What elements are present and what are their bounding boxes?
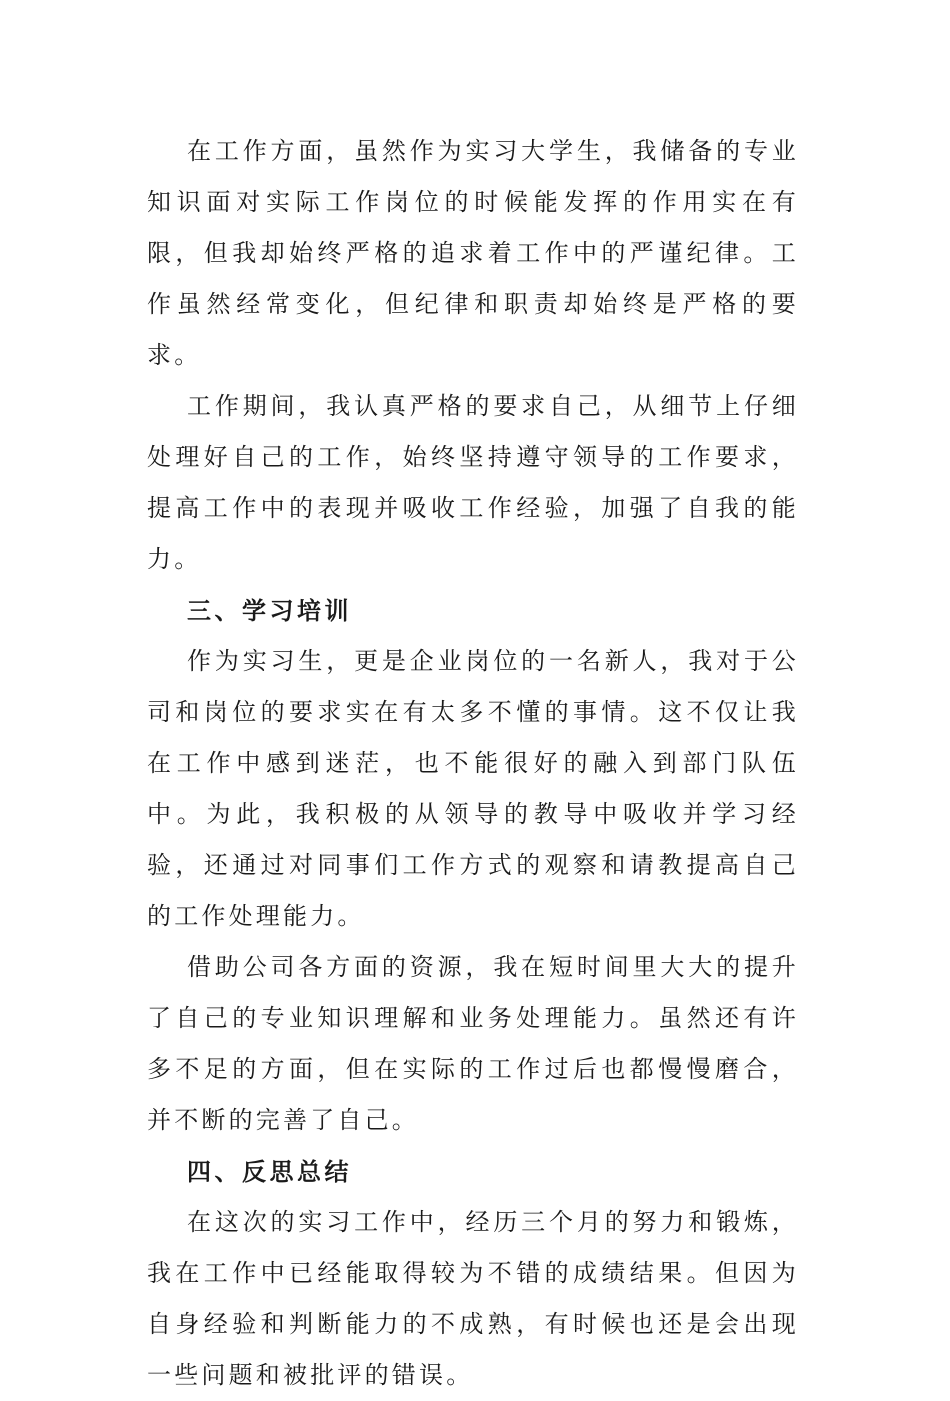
paragraph-as-intern: 作为实习生，更是企业岗位的一名新人，我对于公司和岗位的要求实在有太多不懂的事情。这不仅让我在工作中感到迷茫，也不能很好的融入到部门队伍中。为此，我积极的从领导的教导中吸收并学习经验，还通过对同事们工作方式的观察和请教提高自己的工作处理能力。 bbox=[147, 647, 799, 930]
paragraph-this-internship: 在这次的实习工作中，经历三个月的努力和锻炼，我在工作中已经能取得较为不错的成绩结果。但因为自身经验和判断能力的不成熟，有时候也还是会出现一些问题和被批评的错误。 bbox=[147, 1208, 799, 1389]
section-heading-reflection-summary: 四、反思总结 bbox=[187, 1157, 352, 1186]
paragraph-work-aspect: 在工作方面，虽然作为实习大学生，我储备的专业知识面对实际工作岗位的时候能发挥的作用实在有限，但我却始终严格的追求着工作中的严谨纪律。工作虽然经常变化，但纪律和职责却始终是严格的要求。 bbox=[147, 137, 799, 369]
section-heading-study-training: 三、学习培训 bbox=[187, 596, 352, 625]
paragraph-work-period: 工作期间，我认真严格的要求自己，从细节上仔细处理好自己的工作，始终坚持遵守领导的工作要求，提高工作中的表现并吸收工作经验，加强了自我的能力。 bbox=[147, 392, 799, 573]
paragraph-company-resources: 借助公司各方面的资源，我在短时间里大大的提升了自己的专业知识理解和业务处理能力。虽然还有许多不足的方面，但在实际的工作过后也都慢慢磨合，并不断的完善了自己。 bbox=[147, 953, 799, 1134]
document-body bbox=[147, 126, 799, 1401]
